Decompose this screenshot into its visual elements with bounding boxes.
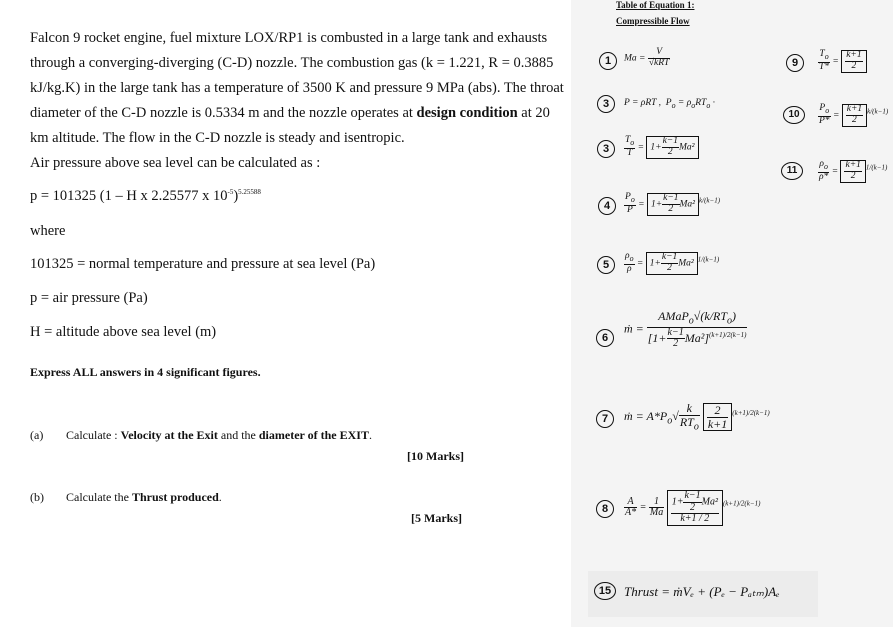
eq-number-11: 11 [781, 162, 803, 180]
equation-6: ṁ = $AMaP_o√(k/RT_o)$ [1+ $\frac{k-1}{2}$ Ma²]$^{(k+1)/2(k-1)}$ [624, 309, 747, 350]
part-b-post: . [218, 490, 222, 504]
eq-number-3: 3 [597, 140, 615, 158]
formula-exp-2: 5.25588 [238, 188, 261, 197]
eq-number-6: 6 [596, 329, 614, 347]
line4-post: at 20 [521, 105, 550, 121]
eq-number-5: 5 [597, 256, 615, 274]
eq-number-2: 3 [597, 95, 615, 113]
equation-3: $\frac{T_o}{T}$ = 1+ $\frac{k-1}{2}$ Ma² [624, 136, 699, 159]
part-a-marks: [10 Marks] [407, 449, 464, 463]
question-line-4 [30, 105, 550, 122]
part-a-post: . [368, 428, 372, 442]
part-b-text [66, 490, 222, 505]
part-b-marks: [5 Marks] [411, 511, 462, 525]
equation-table-title: Table of Equation 1: [616, 0, 695, 10]
instruction: Express ALL answers in 4 significant figures. [30, 365, 261, 379]
eq-number-7: 7 [596, 410, 614, 428]
equation-1: Ma = $\frac{V}{\text{√kRT}}$ [624, 47, 670, 68]
equation-2: P = ρRT , $P_o = \rho_oRT_o$ · [624, 98, 716, 110]
eq-number-9: 9 [786, 54, 804, 72]
eq-number-8: 8 [596, 500, 614, 518]
equation-9: $\frac{T_o}{T*}$ = $\frac{k+1}{2}$ [818, 50, 867, 73]
equation-7: ṁ = $A*P_o√$ $\frac{k}{RT_o}$ $\frac{2}{k+1}$ $^{(k+1)/2(k-1)}$ [624, 401, 770, 432]
line4-pre: diameter of the C-D nozzle is 0.5334 m and the nozzle operates at [30, 105, 413, 121]
equation-11: $\frac{\rho_o}{\rho*}$ = $\frac{k+1}{2}$ $^{1/(k-1)}$ [819, 159, 888, 182]
part-a-bold-2: diameter of the EXIT [258, 428, 369, 442]
question-line-6: Air pressure above sea level can be calculated as : [30, 155, 321, 171]
pressure-formula [30, 188, 261, 205]
formula-close: ) [233, 188, 239, 204]
eq-number-15: 15 [594, 582, 616, 600]
equation-8: $\frac{A}{A*}$ = $\frac{1}{Ma}$ 1+ $\frac{k-1}{2}$ Ma² k+1 / 2 $^{(k+1)/2(k-1)}$ [625, 490, 761, 524]
definition-1: 101325 = normal temperature and pressure at sea level (Pa) [30, 256, 376, 272]
definition-2: p = air pressure (Pa) [30, 290, 148, 306]
question-line-1: Falcon 9 rocket engine, fuel mixture LOX/RP1 is combusted in a large tank and exhausts [30, 30, 548, 46]
equation-table-subtitle: Compressible Flow [616, 16, 690, 26]
equation-5: $\frac{\rho_o}{\rho}$ = 1+ $\frac{k-1}{2}$ Ma² $^{1/(k-1)}$ [625, 251, 720, 274]
part-b-label: (b) [30, 490, 44, 504]
part-b-pre: Calculate the [66, 490, 132, 504]
eq-number-4: 4 [598, 197, 616, 215]
eq-number-1: 1 [599, 52, 617, 70]
equation-10: $\frac{P_o}{P*}$ = $\frac{k+1}{2}$ $^{k/(k-1)}$ [819, 103, 889, 126]
formula-exp-1: -5 [227, 188, 234, 197]
design-condition: design condition [416, 105, 518, 121]
part-a-pre: Calculate : [66, 428, 121, 442]
thrust-equation: Thrust = ṁVₑ + (Pₑ − Pₐₜₘ)Aₑ [624, 584, 780, 599]
question-line-2: through a converging-diverging (C-D) nozzle. The combustion gas (k = 1.221, R = 0.3885 [30, 55, 554, 71]
eq-number-10: 10 [783, 106, 805, 124]
where-label: where [30, 223, 66, 239]
definition-3: H = altitude above sea level (m) [30, 324, 217, 340]
question-line-3: kJ/kg.K) in the large tank has a temperature of 3500 K and pressure 9 MPa (abs). The throat [30, 80, 564, 96]
part-b-bold-1: Thrust produced [131, 490, 219, 504]
formula-main: p = 101325 (1 – H x 2.25577 x 10 [30, 188, 228, 204]
part-a-text [66, 428, 372, 443]
part-a-mid: and the [217, 428, 259, 442]
part-a-label: (a) [30, 428, 44, 442]
question-line-5: km altitude. The flow in the C-D nozzle is steady and isentropic. [30, 130, 405, 146]
equation-4: $\frac{P_o}{P}$ = 1+ $\frac{k-1}{2}$ Ma² $^{k/(k-1)}$ [625, 192, 721, 215]
part-a-bold-1: Velocity at the Exit [120, 428, 218, 442]
